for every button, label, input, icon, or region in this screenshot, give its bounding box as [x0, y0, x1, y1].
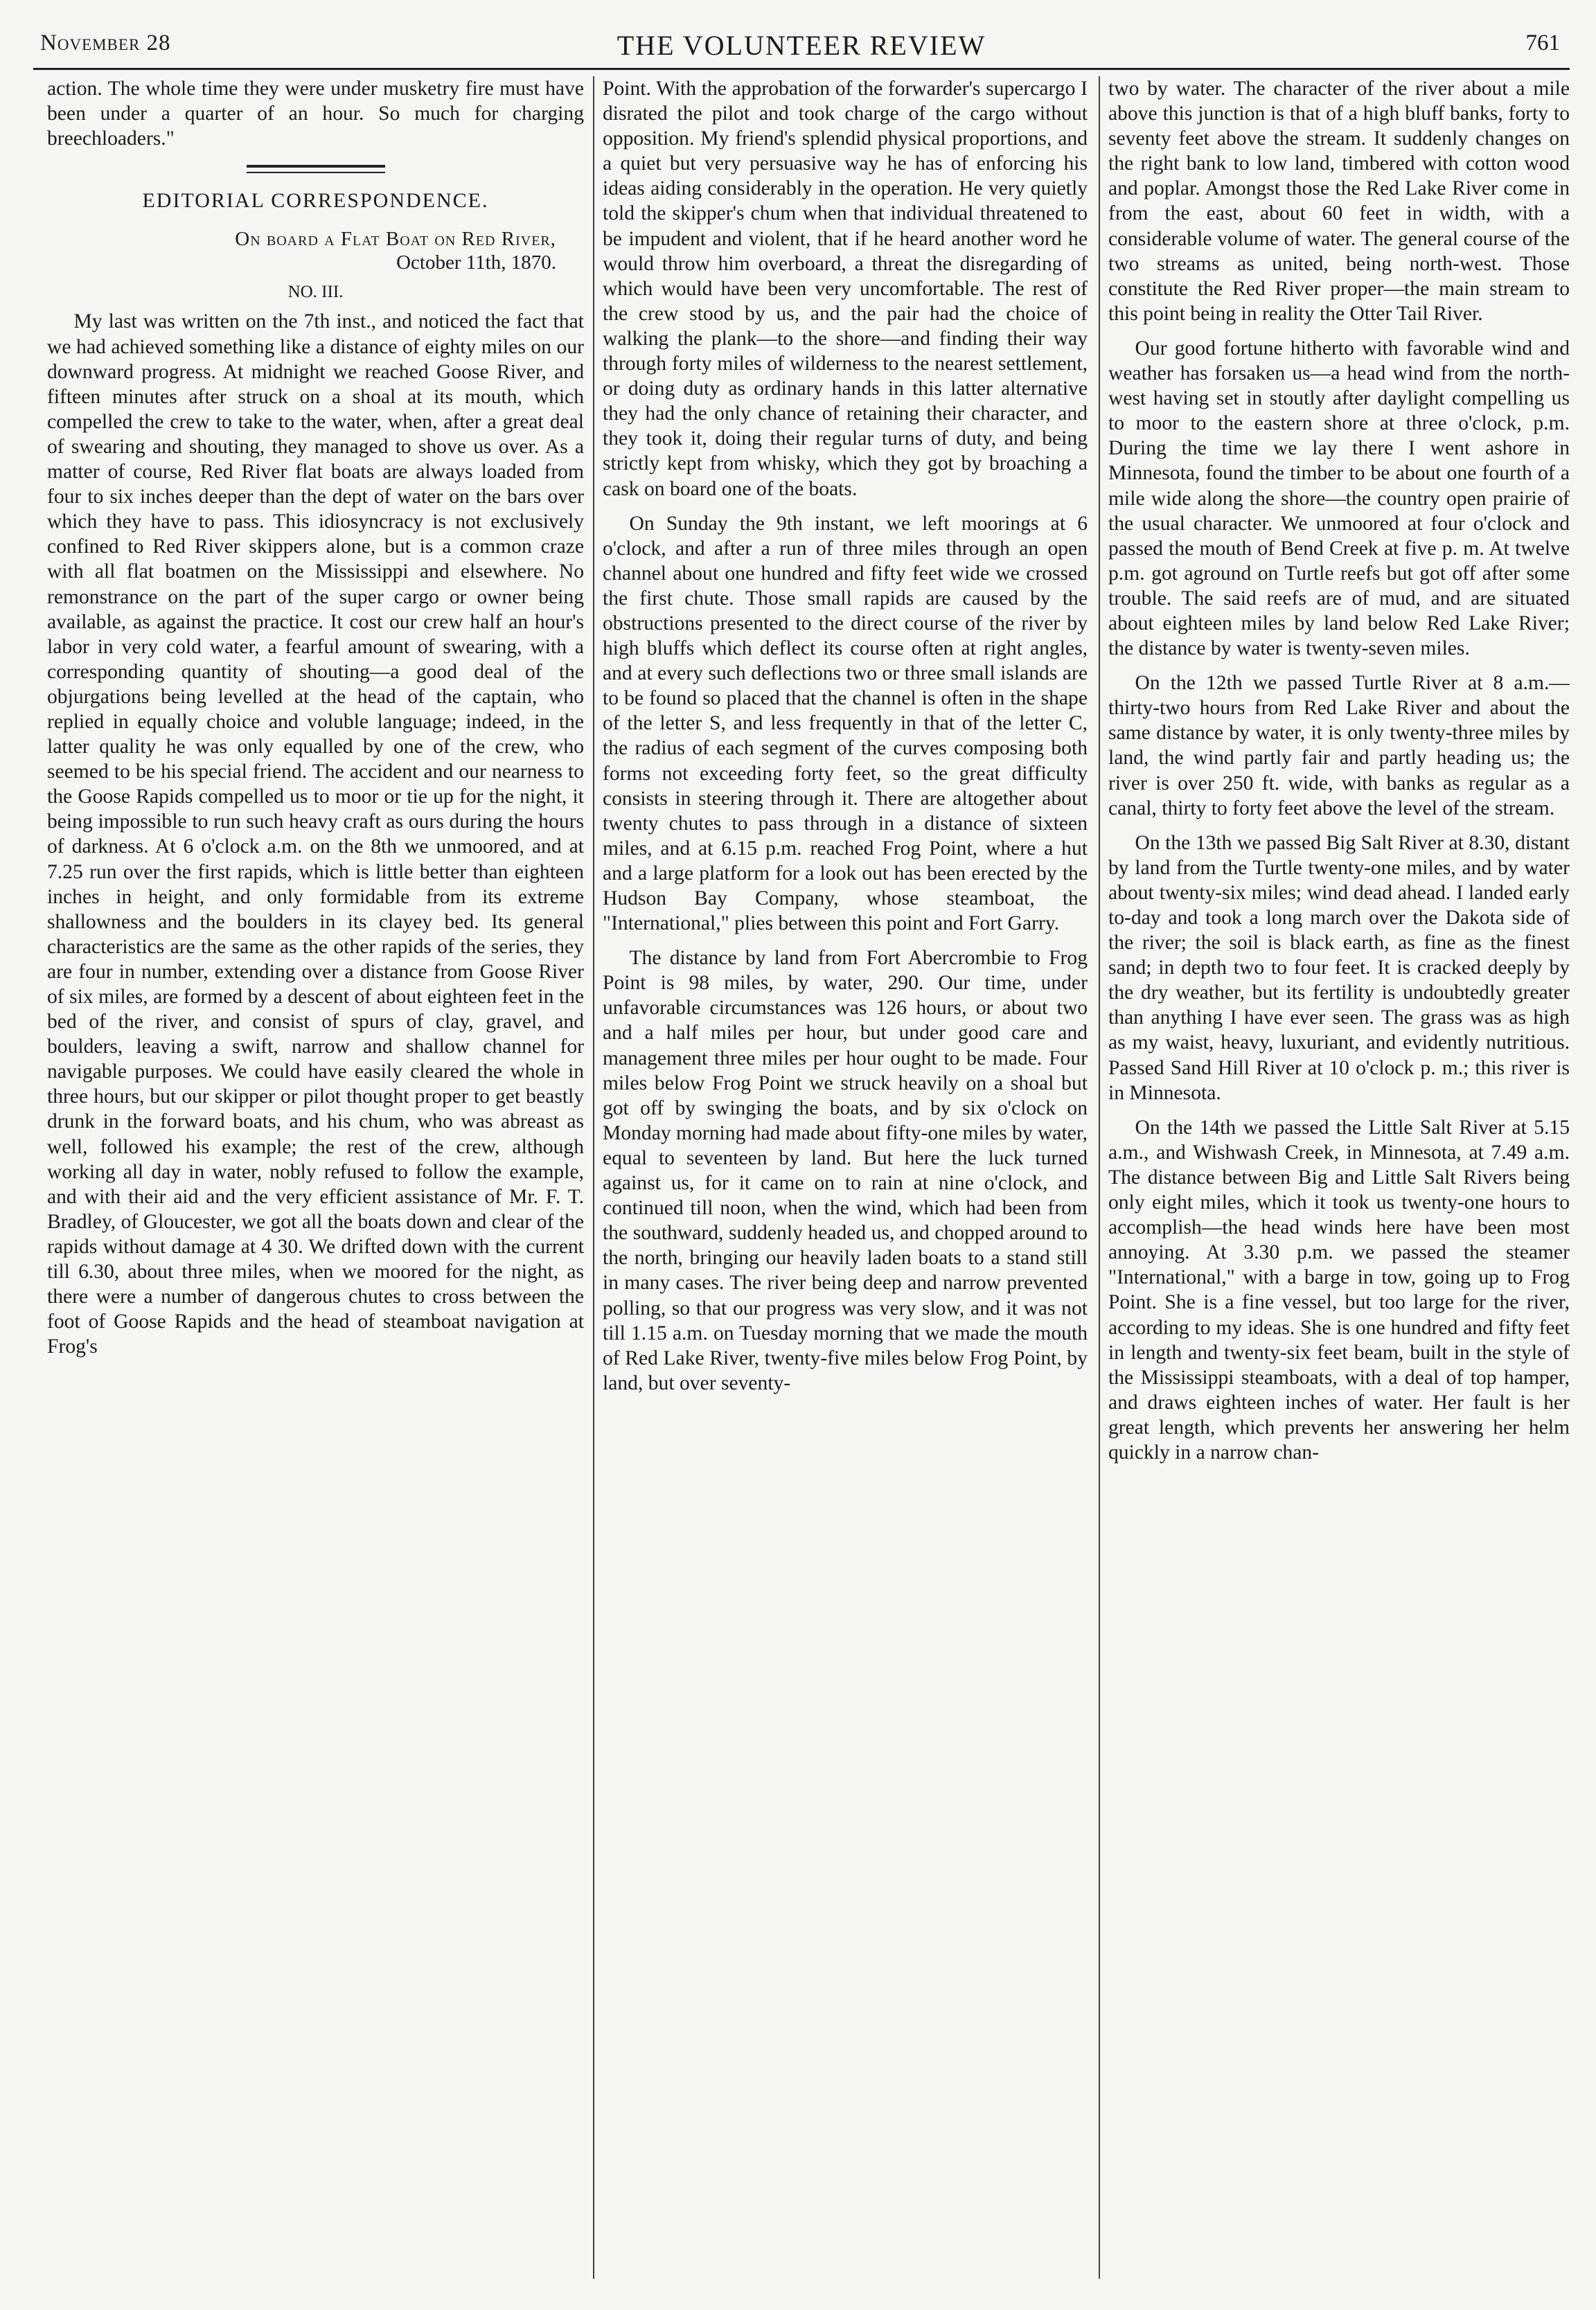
- column-rule: [1099, 76, 1100, 2279]
- article-columns: [33, 76, 1570, 2279]
- article-paragraph: Point. With the approbation of the forwarder's supercargo I disrated the pilot and took charge of the cargo without opposition. My friend's splendid physical proportions, and a quiet but very persuasive way he has of enforcing his ideas aiding considerably in the operation. He very quietly told the skipper's chum when that individual threatened to be impudent and violent, that if he heard another word he would throw him overboard, a threat the disregarding of which would have been very uncomfortable. The rest of the crew stood by us, and the pair had the choice of walking the plank—to the shore—and finding their way through forty miles of wilderness to the nearest settlement, or doing duty as ordinary hands in this latter alternative they had the only chance of retaining their character, and they took it, doing their regular turns of duty, and being strictly kept from whisky, which they got by broaching a cask on board one of the boats.: [603, 78, 1088, 500]
- section-title: EDITORIAL CORRESPONDENCE.: [142, 189, 489, 213]
- column-3: [1108, 76, 1570, 2279]
- article-paragraph: On the 13th we passed Big Salt River at 8.30, distant by land from the Turtle twenty-one miles, and by water about twenty-six miles; wind dead ahead. I landed early to-day and took a long march over the Dakota side of the river; the soil is black earth, as fine as the finest sand; in depth two to four feet. It is cracked deeply by the dry weather, but its fertility is undoubtedly greater than anything I have ever seen. The grass was as high as my waist, heavy, luxuriant, and evidently nutritious. Passed Sand Hill River at 10 o'clock p. m.; this river is in Minnesota.: [1108, 831, 1570, 1104]
- article-paragraph: On the 14th we passed the Little Salt River at 5.15 a.m., and Wishwash Creek, in Minnesota, at 7.49 a.m. The distance between Big and Little Salt Rivers being only eight miles, which it took us twenty-one hours to accomplish—the head winds here have been most annoying. At 3.30 p.m. we passed the steamer "International," with a barge in tow, going up to Frog Point. She is a fine vessel, but too large for the river, according to my ideas. She is one hundred and fifty feet in length and twenty-six feet beam, built in the style of the Mississippi steamboats, with a deal of top hamper, and draws eighteen inches of water. Her fault is her great length, which prevents her answering her helm quickly in a narrow chan-: [1108, 1116, 1570, 1464]
- header-date: November 28: [40, 30, 171, 55]
- article-paragraph: Our good fortune hitherto with favorable wind and weather has forsaken us—a head wind from the north-west having set in stoutly after daylight compelling us to moor to the eastern shore at three o'clock, p.m. During the time we lay there I went ashore in Minnesota, found the timber to be about one fourth of a mile wide along the shore—the country open prairie of the usual character. We unmoored at four o'clock and passed the mouth of Bend Creek at five p. m. At twelve p.m. got aground on Turtle reefs but got off after some trouble. The said reefs are of mud, and are situated about eighteen miles by land below Red Lake River; the distance by water is twenty-seven miles.: [1108, 337, 1570, 660]
- previous-article-ending: action. The whole time they were under musketry fire must have been under a quarter of an hour. So much for charging breechloaders.": [47, 78, 584, 150]
- article-paragraph: On Sunday the 9th instant, we left moorings at 6 o'clock, and after a run of three miles through an open channel about one hundred and fifty feet wide we crossed the first chute. Those small rapids are caused by the obstructions presented to the direct course of the river by high bluffs which deflect its course often at right angles, and at every such deflections two or three small islands are to be found so placed that the channel is often in the shape of the letter S, and less frequently in that of the letter C, the radius of each segment of the curves composing both forms not exceeding forty feet, so the great difficulty consists in steering through it. There are altogether about twenty chutes to pass through in a distance of sixteen miles, and at 6.15 p.m. reached Frog Point, where a hut and a large platform for a look out has been erected by the Hudson Bay Company, whose steamboat, the "International," plies between this point and Fort Garry.: [603, 512, 1088, 935]
- article-paragraph: two by water. The character of the river about a mile above this junction is that of a high bluff banks, forty to seventy feet above the stream. It suddenly changes on the right bank to low land, timbered with cotton wood and poplar. Amongst those the Red Lake River come in from the east, about 60 feet in width, with a considerable volume of water. The general course of the two streams as united, being north-west. Those constitute the Red River proper—the main stream to this point being in reality the Otter Tail River.: [1108, 78, 1570, 325]
- section-divider: [247, 165, 385, 173]
- page-number: 761: [1525, 30, 1560, 55]
- column-1: [47, 76, 584, 2279]
- dateline: [47, 227, 584, 274]
- publication-title: THE VOLUNTEER REVIEW: [617, 30, 986, 61]
- newspaper-page: [33, 19, 1570, 2288]
- dateline-place: On board a Flat Boat on Red River,: [235, 228, 556, 251]
- article-paragraph: On the 12th we passed Turtle River at 8 a.m.—thirty-two hours from Red Lake River and about the same distance by water, it is only twenty-three miles by land, the wind partly fair and partly heading us; the river is over 250 ft. wide, with banks as regular as a canal, thirty to forty feet above the level of the stream.: [1108, 672, 1570, 819]
- dateline-date: October 11th, 1870.: [396, 251, 556, 274]
- article-paragraph: My last was written on the 7th inst., and noticed the fact that we had achieved something like a distance of eighty miles on our downward progress. At midnight we reached Goose River, and fifteen minutes after struck on a shoal at its mouth, which compelled the crew to take to the water, when, after a great deal of swearing and shouting, they managed to shove us over. As a matter of course, Red River flat boats are always loaded from four to six inches deeper than the dept of water on the bars over which they have to pass. This idiosyncracy is not exclusively confined to Red River skippers alone, but is a common craze with all flat boatmen on the Mississippi and elsewhere. No remonstrance on the part of the super cargo or owner being available, as against the practice. It cost our crew half an hour's labor in very cold water, a fearful amount of swearing, with a corresponding quantity of shouting—a good deal of the objurgations being levelled at the head of the captain, who replied in equally choice and voluble language; indeed, in the latter quality he was only equalled by one of the crew, who seemed to be his special friend. The accident and our nearness to the Goose Rapids compelled us to moor or tie up for the night, it being impossible to run such heavy craft as ours during the hours of darkness. At 6 o'clock a.m. on the 8th we unmoored, and at 7.25 run over the first rapids, which is little better than eighteen inches in height, and only formidable from its extreme shallowness and the boulders in its clayey bed. Its general characteristics are the same as the other rapids of the series, they are four in number, extending over a distance from Goose River of six miles, are formed by a descent of about eighteen feet in the bed of the river, and consist of spurs of clay, gravel, and boulders, leaving a swift, narrow and shallow channel for navigable purposes. We could have easily cleared the whole in three hours, but our skipper or pilot thought proper to get beastly drunk in the forward boats, and his chum, who was abreast as well, followed his example; the rest of the crew, although working all day in water, nobly refused to follow the example, and with their aid and the very efficient assistance of Mr. F. T. Bradley, of Gloucester, we got all the boats down and clear of the rapids without damage at 4 30. We drifted down with the current till 6.30, about three miles, when we moored for the night, as there were a number of dangerous chutes to cross between the foot of Goose Rapids and the head of steamboat navigation at Frog's: [47, 310, 584, 1358]
- article-paragraph: The distance by land from Fort Abercrombie to Frog Point is 98 miles, by water, 290. Our time, under unfavorable circumstances was 126 hours, or about two and a half miles per hour, but under good care and management three miles per hour ought to be made. Four miles below Frog Point we struck heavily on a shoal but got off by swinging the boats, and by six o'clock on Monday morning had made about fifty-one miles by water, equal to seventeen by land. But here the luck turned against us, for it came on to rain at nine o'clock, and continued till noon, when the wind, which had been from the southward, suddenly headed us, and chopped around to the north, bringing our heavily laden boats to a stand still in many cases. The river being deep and narrow prevented polling, so that our progress was very slow, and it was not till 1.15 a.m. on Tuesday morning that we made the mouth of Red Lake River, twenty-five miles below Frog Point, by land, but over seventy-: [603, 947, 1088, 1394]
- page-header: [33, 19, 1570, 70]
- column-2: [603, 76, 1088, 2279]
- column-rule: [593, 76, 594, 2279]
- letter-number: NO. III.: [287, 283, 344, 302]
